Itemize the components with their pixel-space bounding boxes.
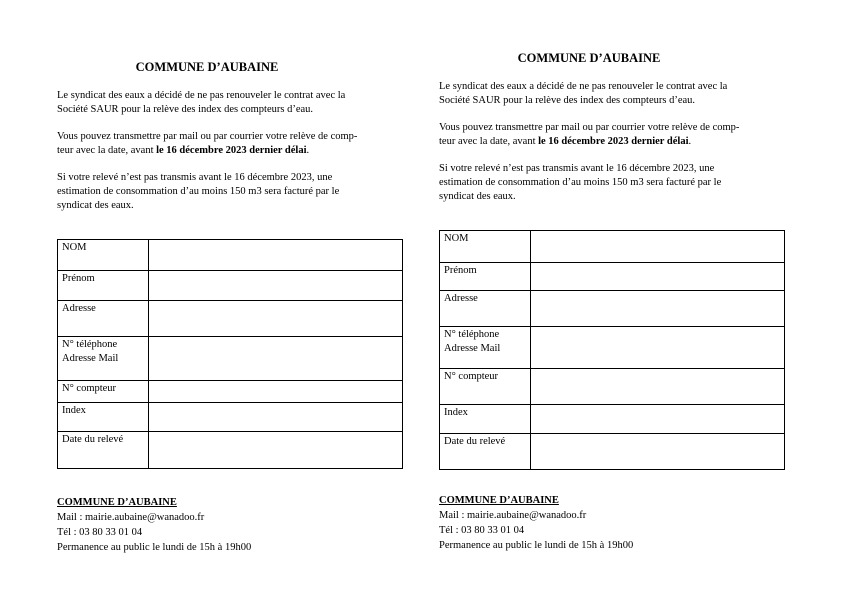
commune-title: COMMUNE D’AUBAINE — [517, 51, 661, 65]
index-label: Index — [58, 403, 149, 432]
footer-tel: Tél : 03 80 33 01 04 — [439, 524, 525, 536]
footer-tel: Tél : 03 80 33 01 04 — [57, 526, 143, 538]
estimate-line: Si votre relevé n’est pas transmis avant le 16 décembre 2023, une — [57, 172, 333, 183]
compteur-field[interactable] — [149, 381, 403, 403]
intro-paragraph — [57, 89, 403, 117]
form-row-date — [440, 434, 785, 470]
intro-line: Le syndicat des eaux a décidé de ne pas renouveler le contrat avec la — [439, 81, 728, 92]
deadline-text: le 16 décembre 2023 dernier délai — [538, 135, 689, 147]
form-row-nom — [440, 231, 785, 263]
transmit-line: Vous pouvez transmettre par mail ou par courrier votre relève de comp- — [57, 131, 358, 142]
form-row-prenom — [58, 271, 403, 301]
footer-commune: COMMUNE D’AUBAINE — [57, 497, 177, 508]
form-row-compteur — [440, 369, 785, 405]
deadline-text: le 16 décembre 2023 dernier délai — [156, 144, 307, 156]
nom-label: NOM — [440, 231, 531, 263]
transmit-line: Vous pouvez transmettre par mail ou par courrier votre relève de comp- — [439, 122, 740, 133]
transmit-line-end: . — [688, 135, 692, 147]
right-panel — [439, 0, 785, 595]
date-releve-field[interactable] — [531, 434, 785, 470]
telephone-label: N° téléphone — [62, 339, 118, 350]
estimate-line: estimation de consommation d’au moins 150 m3 sera facturé par le — [439, 176, 722, 188]
transmit-line: teur avec la date, avant — [439, 135, 539, 147]
form-row-index — [440, 405, 785, 434]
mail-label: Adresse Mail — [444, 342, 501, 354]
adresse-label: Adresse — [440, 291, 531, 327]
transmit-paragraph — [439, 121, 785, 149]
compteur-label: N° compteur — [58, 381, 149, 403]
transmit-line-end: . — [306, 144, 310, 156]
estimate-line: Si votre relevé n’est pas transmis avant le 16 décembre 2023, une — [439, 163, 715, 174]
estimate-line: syndicat des eaux. — [439, 190, 516, 202]
estimate-line: syndicat des eaux. — [57, 199, 134, 211]
contact-label — [440, 327, 531, 369]
form-row-adresse — [440, 291, 785, 327]
adresse-field[interactable] — [149, 301, 403, 337]
footer-commune: COMMUNE D’AUBAINE — [439, 495, 559, 506]
estimate-line: estimation de consommation d’au moins 150 m3 sera facturé par le — [57, 185, 340, 197]
form-row-contact — [58, 337, 403, 381]
estimate-paragraph — [439, 162, 785, 204]
nom-label: NOM — [58, 240, 149, 271]
transmit-line: teur avec la date, avant — [57, 144, 157, 156]
left-panel — [57, 0, 403, 595]
nom-field[interactable] — [531, 231, 785, 263]
date-releve-label: Date du relevé — [440, 434, 531, 470]
contact-field[interactable] — [531, 327, 785, 369]
index-field[interactable] — [531, 405, 785, 434]
form-row-prenom — [440, 263, 785, 291]
commune-title: COMMUNE D’AUBAINE — [135, 60, 279, 74]
form-row-contact — [440, 327, 785, 369]
footer-permanence: Permanence au public le lundi de 15h à 19h00 — [439, 539, 634, 551]
prenom-field[interactable] — [531, 263, 785, 291]
prenom-label: Prénom — [58, 271, 149, 301]
date-releve-field[interactable] — [149, 432, 403, 469]
intro-line: Société SAUR pour la relève des index des compteurs d’eau. — [57, 103, 314, 115]
prenom-label: Prénom — [440, 263, 531, 291]
nom-field[interactable] — [149, 240, 403, 271]
intro-paragraph — [439, 80, 785, 108]
compteur-label: N° compteur — [440, 369, 531, 405]
contact-field[interactable] — [149, 337, 403, 381]
contact-footer — [439, 494, 633, 554]
form-row-compteur — [58, 381, 403, 403]
footer-mail: Mail : mairie.aubaine@wanadoo.fr — [57, 511, 205, 523]
mail-label: Adresse Mail — [62, 352, 119, 364]
adresse-field[interactable] — [531, 291, 785, 327]
prenom-field[interactable] — [149, 271, 403, 301]
reading-form-table — [57, 239, 403, 469]
intro-line: Le syndicat des eaux a décidé de ne pas renouveler le contrat avec la — [57, 90, 346, 101]
footer-mail: Mail : mairie.aubaine@wanadoo.fr — [439, 509, 587, 521]
adresse-label: Adresse — [58, 301, 149, 337]
reading-form-table — [439, 230, 785, 470]
footer-permanence: Permanence au public le lundi de 15h à 19h00 — [57, 541, 252, 553]
form-row-index — [58, 403, 403, 432]
index-field[interactable] — [149, 403, 403, 432]
date-releve-label: Date du relevé — [58, 432, 149, 469]
index-label: Index — [440, 405, 531, 434]
estimate-paragraph — [57, 171, 403, 213]
form-row-adresse — [58, 301, 403, 337]
compteur-field[interactable] — [531, 369, 785, 405]
intro-line: Société SAUR pour la relève des index des compteurs d’eau. — [439, 94, 696, 106]
transmit-paragraph — [57, 130, 403, 158]
contact-footer — [57, 496, 251, 556]
form-row-date — [58, 432, 403, 469]
telephone-label: N° téléphone — [444, 329, 500, 340]
form-row-nom — [58, 240, 403, 271]
contact-label — [58, 337, 149, 381]
